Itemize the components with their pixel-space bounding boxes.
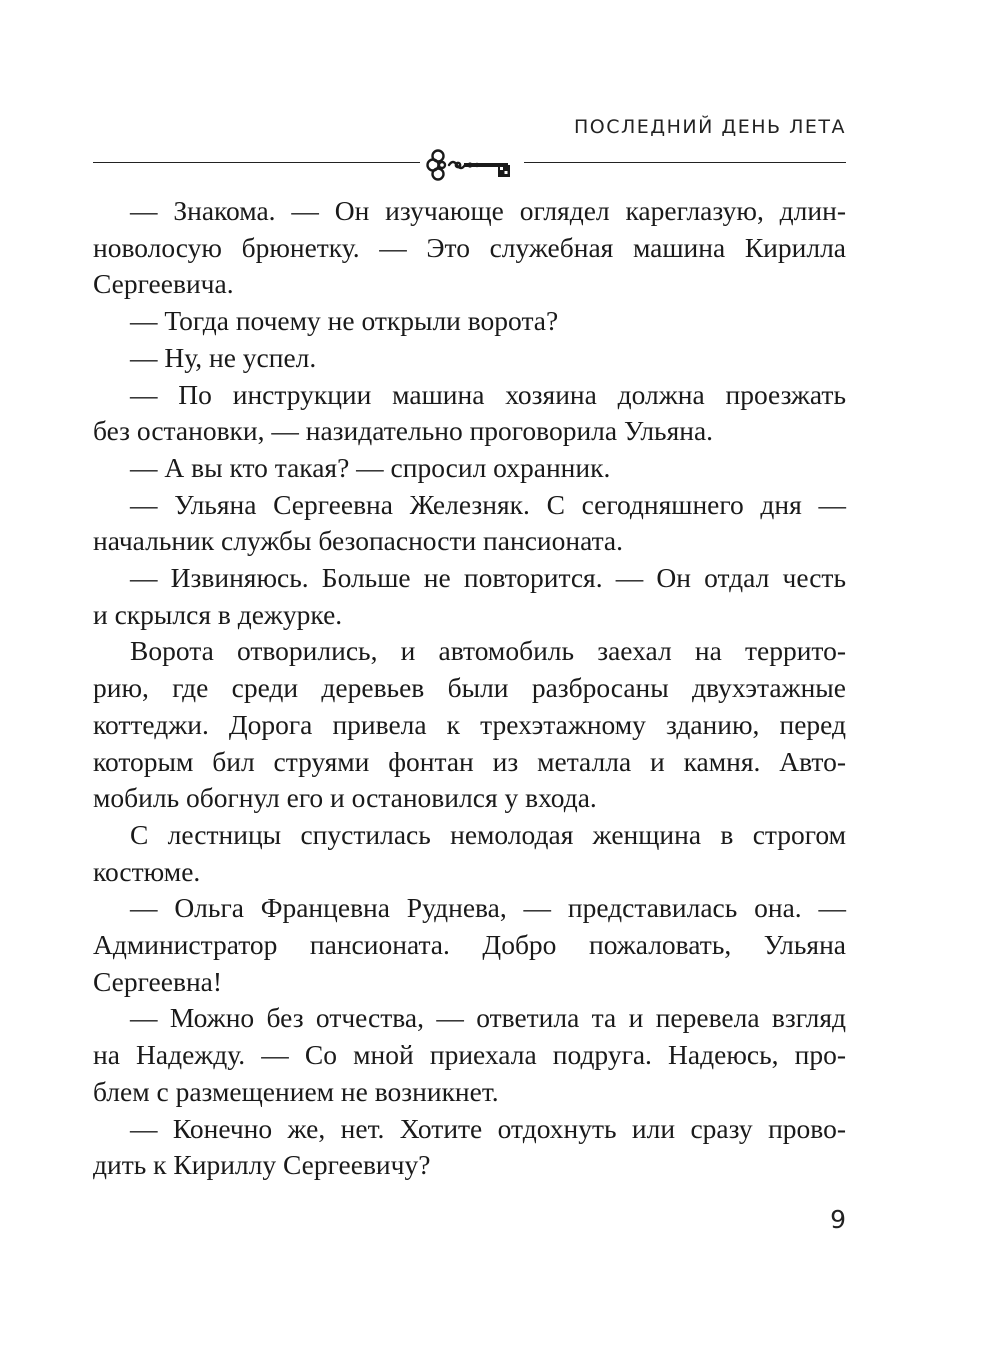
paragraph (93, 377, 846, 450)
key-icon (420, 146, 524, 182)
text-line: коттеджи. Дорога привела к трехэтажному зданию, перед (93, 708, 846, 740)
text-line: — Знакома. — Он изучающе оглядел кареглазую, длин- (130, 195, 846, 226)
text-line: новолосую брюнетку. — Это служебная машина Кирилла (93, 231, 846, 263)
key-ornament-svg (420, 146, 524, 182)
paragraph (93, 890, 846, 1000)
text-line: Сергеевича. (93, 268, 234, 300)
text-line: рию, где среди деревьев были разбросаны двухэтажные (93, 672, 846, 704)
text-line: костюме. (93, 855, 201, 887)
page-body (93, 193, 846, 1184)
page-number: 9 (830, 1205, 846, 1234)
text-line: — По инструкции машина хозяина должна проезжать (130, 378, 846, 410)
paragraph (93, 193, 846, 303)
text-line: — Ульяна Сергеевна Железняк. С сегодняшнего дня — (130, 488, 846, 520)
paragraph (93, 1111, 846, 1184)
text-line: без остановки, — назидательно проговорила Ульяна. (93, 415, 714, 447)
paragraph (93, 487, 846, 560)
text-line: и скрылся в дежурке. (93, 598, 343, 630)
text-line: — Можно без отчества, — ответила та и перевела взгляд (130, 1002, 846, 1034)
paragraph (93, 560, 846, 633)
paragraph (93, 303, 846, 340)
paragraph (93, 340, 846, 377)
text-line: — Ольга Францевна Руднева, — представилась она. — (130, 892, 846, 924)
text-line: — Извиняюсь. Больше не повторится. — Он отдал честь (130, 562, 846, 594)
text-line: мобиль обогнул его и остановился у входа. (93, 782, 597, 814)
text-line: на Надежду. — Со мной приехала подруга. Надеюсь, про- (93, 1039, 846, 1071)
paragraph (93, 1000, 846, 1110)
text-line: Ворота отворились, и автомобиль заехал на террито- (130, 635, 846, 667)
text-line: — А вы кто такая? — спросил охранник. (130, 451, 611, 483)
running-head: ПОСЛЕДНИЙ ДЕНЬ ЛЕТА (573, 116, 846, 138)
paragraph (93, 817, 846, 890)
text-line: — Ну, не успел. (130, 341, 317, 373)
text-line: — Конечно же, нет. Хотите отдохнуть или сразу прово- (130, 1112, 846, 1144)
text-line: — Тогда почему не открыли ворота? (130, 305, 559, 337)
paragraph (93, 450, 846, 487)
text-line: начальник службы безопасности пансионата. (93, 525, 624, 557)
text-line: Сергеевна! (93, 965, 223, 997)
text-line: С лестницы спустилась немолодая женщина в строгом (130, 818, 846, 850)
text-line: дить к Кириллу Сергеевичу? (93, 1149, 431, 1181)
text-line: которым бил струями фонтан из металла и камня. Авто- (93, 745, 846, 777)
text-line: Администратор пансионата. Добро пожаловать, Ульяна (93, 929, 846, 961)
paragraph (93, 633, 846, 817)
text-line: блем с размещением не возникнет. (93, 1075, 499, 1107)
